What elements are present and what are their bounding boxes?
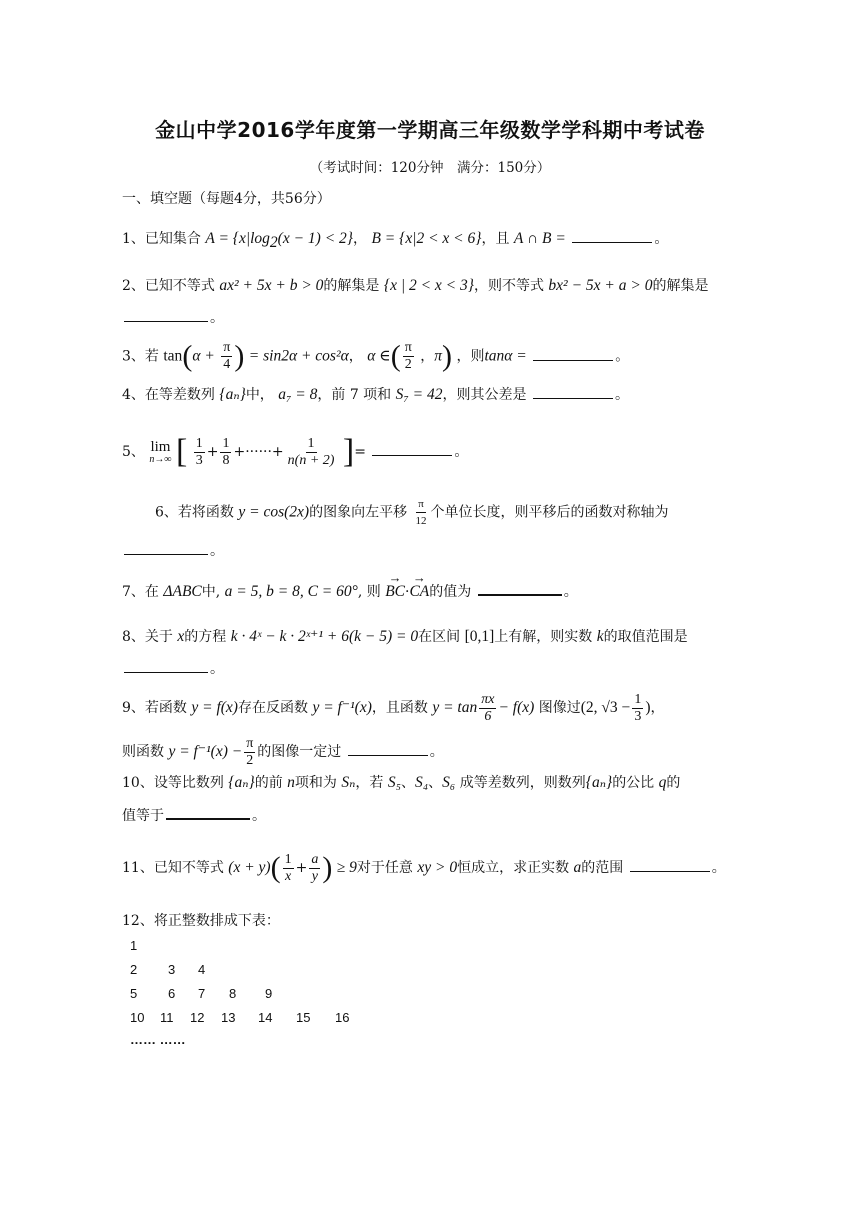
question-5: 5、 lim n→∞ [ $\frac{1}{3}$ + $\frac{1}{8}$ +······+ $\frac{1}{n(n + 2)}$ ]= 。 <box>122 433 469 470</box>
table-cell: 6 <box>168 986 176 1001</box>
table-cell: 4 <box>198 962 206 977</box>
table-cell: 5 <box>130 986 138 1001</box>
table-cell: 10 <box>130 1010 145 1025</box>
table-cell: 14 <box>258 1010 273 1025</box>
table-cell: 1 <box>130 938 138 953</box>
table-cell: 3 <box>168 962 176 977</box>
table-cell: 2 <box>130 962 138 977</box>
answer-blank[interactable] <box>533 384 613 399</box>
section-heading: 一、填空题（每题4分，共56分） <box>122 191 331 207</box>
answer-blank[interactable] <box>124 307 208 322</box>
answer-blank[interactable] <box>348 741 428 756</box>
exam-page: 金山中学2016学年度第一学期高三年级数学学科期中考试卷 （考试时间：120分钟 满分：150分） 一、填空题（每题4分，共56分） 1、已知集合 $A = \{x|\log_2(x - 1) < 2\}$， B = {x|2 < x < 6}，且 A ∩ B = 。 2、已知不等式 ax² + 5x + b > 0的解集是 {x | 2 < x < 3}，则不等式 bx² − 5x + a > 0的解集是 。 3、若 tan(α + $\frac{\pi}{4}$ ) = sin2α + cos²α， α ∈( $\frac{\pi}{2}$ ，π) ，则tanα = 。 4、在等差数列 {aₙ}中， a₇ = 8，前 7 项和 S₇ = 42，则其公差是 。 5、 lim n→∞ [ $\frac{1}{3}$ + $\frac{1}{8}$ +······+ $\frac{1}{n(n + 2)}$ ]= 。 6、若将函数 y = cos(2x)的图象向左平移 $\frac{\pi}{12}$ 个单位长度，则平移后的函数对称轴为 。 7、在 ΔABC中, a = 5, b = 8, C = 60°, 则 BC →·CA →的值为 。 8、关于 x的方程 k · 4ˣ − k · 2ˣ⁺¹ + 6(k − 5) = 0在区间 [0,1]上有解，则实数 k的取值范围是 。 9、若函数 y = f(x)存在反函数 y = f⁻¹(x)，且函数 y = tan $\frac{\pi x}{6}$ − f(x) 图像过(2, √3 − $\frac{1}{3}$ )， 则函数 y = f⁻¹(x) − $\frac{\pi}{2}$ 的图像一定过 。 10、设等比数列 {aₙ}的前 n项和为 Sₙ，若 S₅、S₄、S₆ 成等差数列，则数列{aₙ}的公比 q的 值等于 。 11、已知不等式 (x + y)( $\frac{1}{x}$ + $\frac{a}{y}$ ) ≥ 9对于任意 xy > 0恒成立，求正实数 a的范围 。 12、将正整数排成下表： 1 2 3 4 5 6 7 8 9 10 11 12 13 14 15 16 …… …… <box>0 0 860 1216</box>
table-cell: 15 <box>296 1010 311 1025</box>
table-cell: 8 <box>229 986 237 1001</box>
table-ellipsis: …… …… <box>130 1032 186 1047</box>
exam-info: （考试时间：120分钟 满分：150分） <box>309 160 551 176</box>
table-cell: 12 <box>190 1010 205 1025</box>
answer-blank[interactable] <box>166 804 250 820</box>
question-6: 6、若将函数 y = cos(2x)的图象向左平移 $\frac{\pi}{12}$ 个单位长度，则平移后的函数对称轴为 <box>155 498 669 527</box>
question-11: 11、已知不等式 (x + y)( $\frac{1}{x}$ + $\frac{a}{y}$ ) ≥ 9对于任意 xy > 0恒成立，求正实数 a的范围 。 <box>122 851 726 884</box>
table-cell: 11 <box>160 1010 174 1025</box>
question-9: 9、若函数 y = f(x)存在反函数 y = f⁻¹(x)，且函数 y = tan $\frac{\pi x}{6}$ − f(x) 图像过(2, √3 − $\frac{1}{3}$ )， <box>122 691 665 724</box>
question-3: 3、若 tan(α + $\frac{\pi}{4}$ ) = sin2α + cos²α， α ∈( $\frac{\pi}{2}$ ，π) ，则tanα = 。 <box>122 339 630 373</box>
question-1: 1、已知集合 $A = \{x|\log_2(x - 1) < 2\}$， B = {x|2 < x < 6}，且 A ∩ B = 。 <box>122 230 669 251</box>
table-cell: 13 <box>221 1010 236 1025</box>
answer-blank[interactable] <box>372 441 452 456</box>
question-2: 2、已知不等式 ax² + 5x + b > 0的解集是 {x | 2 < x < 3}，则不等式 bx² − 5x + a > 0的解集是 <box>122 277 709 294</box>
answer-blank[interactable] <box>124 658 208 673</box>
table-cell: 7 <box>198 986 206 1001</box>
answer-blank[interactable] <box>630 857 710 872</box>
table-cell: 9 <box>265 986 273 1001</box>
answer-blank[interactable] <box>124 540 208 555</box>
page-title: 金山中学2016学年度第一学期高三年级数学学科期中考试卷 <box>155 118 705 142</box>
question-4: 4、在等差数列 {aₙ}中， a₇ = 8，前 7 项和 S₇ = 42，则其公差是 。 <box>122 386 629 403</box>
question-12: 12、将正整数排成下表： <box>122 913 280 929</box>
question-8: 8、关于 x的方程 k · 4ˣ − k · 2ˣ⁺¹ + 6(k − 5) = 0在区间 [0,1]上有解，则实数 k的取值范围是 <box>122 628 688 645</box>
table-cell: 16 <box>335 1010 350 1025</box>
question-7: 7、在 ΔABC中, a = 5, b = 8, C = 60°, 则 BC →·CA →的值为 。 <box>122 580 742 603</box>
answer-blank[interactable] <box>572 228 652 243</box>
answer-blank[interactable] <box>478 580 562 596</box>
answer-blank[interactable] <box>533 346 613 361</box>
question-10: 10、设等比数列 {aₙ}的前 n项和为 Sₙ，若 S₅、S₄、S₆ 成等差数列，则数列{aₙ}的公比 q的 <box>122 774 681 791</box>
